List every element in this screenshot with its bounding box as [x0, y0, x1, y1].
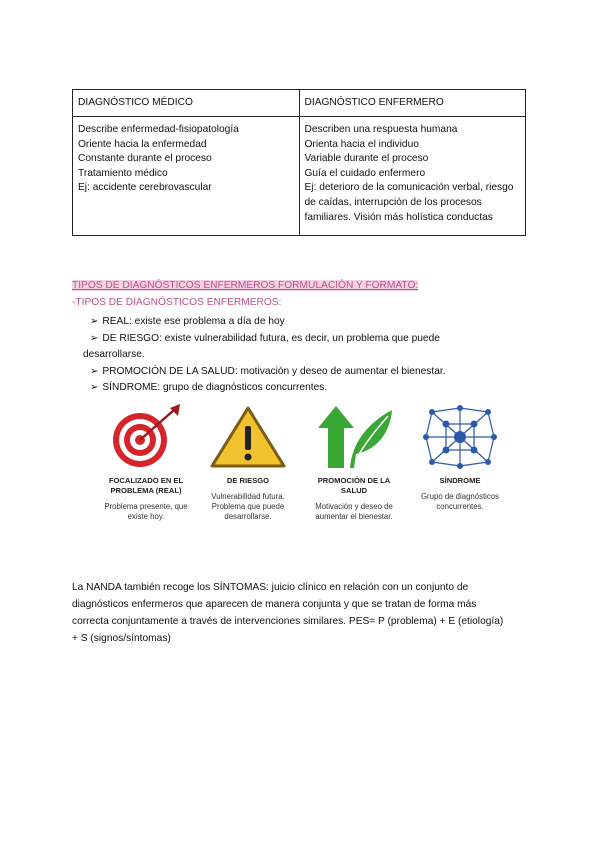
- list-item-text: REAL: existe ese problema a día de hoy: [102, 316, 285, 327]
- target-icon: [106, 404, 186, 470]
- nursing-line: Ej: deterioro de la comunicación verbal, riesgo de caídas, interrupción de los procesos familiares. Visión más holística conductas: [304, 182, 514, 223]
- card-caption: FOCALIZADO EN EL PROBLEMA (REAL): [108, 476, 184, 495]
- card-risk: [202, 404, 294, 572]
- header-nursing: DIAGNÓSTICO ENFERMERO: [299, 90, 526, 117]
- list-item-text: DE RIESGO: existe vulnerabilidad futura, es decir, un problema que puede: [102, 332, 440, 344]
- nursing-line: Describen una respuesta humana: [304, 124, 458, 135]
- list-item: [90, 314, 510, 331]
- arrow-bullet-icon: ➢: [90, 332, 99, 344]
- medical-line: Ej: accidente cerebrovascular: [78, 182, 212, 194]
- nursing-line: Guía el cuidado enfermero: [304, 167, 426, 179]
- list-item-continuation: desarrollarse.: [83, 349, 145, 361]
- card-real: [100, 404, 192, 572]
- section-subtitle: -TIPOS DE DIAGNÓSTICOS ENFERMEROS:: [72, 297, 282, 308]
- diagnosis-comparison-table: [72, 89, 526, 236]
- list-item: [90, 380, 510, 397]
- list-item: [90, 364, 510, 381]
- table-header-row: [73, 90, 526, 117]
- medical-line: Constante durante el proceso: [78, 153, 212, 165]
- nursing-line: Variable durante el proceso: [304, 153, 429, 165]
- nursing-line: Orienta hacia el individuo: [304, 138, 419, 150]
- section-title: TIPOS DE DIAGNÓSTICOS ENFERMEROS FORMULACIÓN Y FORMATO:: [72, 280, 419, 291]
- diagnosis-types-list: [83, 314, 510, 397]
- medical-line: Describe enfermedad-fisiopatología: [78, 124, 239, 135]
- card-caption: PROMOCIÓN DE LA SALUD: [317, 476, 391, 495]
- card-health-promotion: [308, 404, 400, 572]
- nursing-cell: [299, 117, 526, 236]
- card-caption: SÍNDROME: [439, 476, 481, 485]
- list-item: [90, 331, 510, 348]
- arrow-bullet-icon: ➢: [90, 382, 99, 394]
- nanda-paragraph: La NANDA también recoge los SÍNTOMAS: juicio clínico en relación con un conjunto de diagnósticos enfermeros que aparecen de manera conjunta y que se tratan de forma más correcta conjuntamente a través de intervenciones similares. PES= P (problema) + E (etiología) + S (signos/síntomas): [72, 582, 504, 644]
- list-item-text: PROMOCIÓN DE LA SALUD: motivación y deseo de aumentar el bienestar.: [102, 365, 446, 377]
- warning-icon: [208, 404, 288, 470]
- growth-arrow-leaf-icon: [314, 404, 394, 470]
- card-description: Vulnerabilidad futura. Problema que puede desarrollarse.: [211, 492, 285, 521]
- card-description: Motivación y deseo de aumentar el bienestar.: [315, 502, 393, 521]
- medical-line: Oriente hacia la enfermedad: [78, 138, 207, 150]
- arrow-bullet-icon: ➢: [90, 365, 99, 377]
- medical-cell: [73, 117, 300, 236]
- list-item-text: SÍNDROME: grupo de diagnósticos concurrentes.: [102, 382, 328, 394]
- diagnosis-types-figure: [100, 404, 500, 572]
- card-caption: DE RIESGO: [226, 476, 270, 485]
- card-syndrome: [414, 404, 506, 572]
- network-icon: [420, 404, 500, 470]
- arrow-bullet-icon: ➢: [90, 316, 99, 327]
- medical-line: Tratamiento médico: [78, 167, 168, 179]
- header-medical: DIAGNÓSTICO MÉDICO: [73, 90, 300, 117]
- card-description: Problema presente, que existe hoy.: [104, 502, 188, 521]
- card-description: Grupo de diagnósticos concurrentes.: [420, 492, 500, 511]
- table-body-row: [73, 117, 526, 236]
